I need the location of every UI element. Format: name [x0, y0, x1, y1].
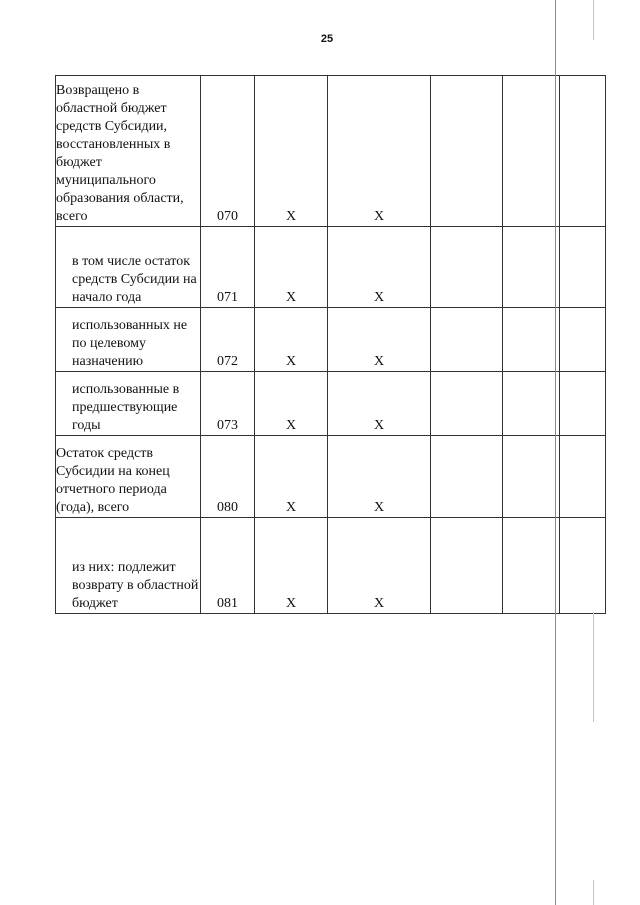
- scan-edge-line: [555, 0, 556, 905]
- row-mark: Х: [328, 308, 431, 372]
- empty-cell: [431, 227, 503, 308]
- scan-edge-line: [593, 0, 594, 40]
- empty-cell: [431, 518, 503, 614]
- row-code: 073: [201, 372, 255, 436]
- row-label: использованных не по целевому назначению: [56, 308, 201, 372]
- row-mark: Х: [255, 227, 328, 308]
- table-row-080: [56, 436, 606, 518]
- empty-cell: [431, 372, 503, 436]
- empty-cell: [503, 436, 560, 518]
- row-code: 080: [201, 436, 255, 518]
- row-label: Возвращено в областной бюджет средств Субсидии, восстановленных в бюджет муниципального образования области, всего: [56, 76, 201, 227]
- empty-cell: [560, 76, 606, 227]
- row-mark: Х: [255, 372, 328, 436]
- table-row-070: [56, 76, 606, 227]
- page-number: 25: [320, 33, 334, 45]
- scan-edge-line: [593, 612, 594, 722]
- empty-cell: [560, 372, 606, 436]
- row-mark: Х: [328, 436, 431, 518]
- empty-cell: [431, 76, 503, 227]
- empty-cell: [560, 227, 606, 308]
- row-label: из них: подлежит возврату в областной бюджет: [56, 518, 201, 614]
- report-table: [55, 75, 606, 614]
- empty-cell: [503, 227, 560, 308]
- row-mark: Х: [255, 308, 328, 372]
- empty-cell: [503, 76, 560, 227]
- empty-cell: [503, 308, 560, 372]
- row-mark: Х: [328, 227, 431, 308]
- table-row-073: [56, 372, 606, 436]
- empty-cell: [560, 518, 606, 614]
- table-row-081: [56, 518, 606, 614]
- empty-cell: [431, 308, 503, 372]
- row-mark: Х: [255, 76, 328, 227]
- row-label: в том числе остаток средств Субсидии на начало года: [56, 227, 201, 308]
- empty-cell: [560, 436, 606, 518]
- row-label: использованные в предшествующие годы: [56, 372, 201, 436]
- row-code: 072: [201, 308, 255, 372]
- empty-cell: [503, 518, 560, 614]
- row-code: 070: [201, 76, 255, 227]
- table-row-071: [56, 227, 606, 308]
- row-mark: Х: [255, 436, 328, 518]
- row-mark: Х: [328, 76, 431, 227]
- row-label: Остаток средств Субсидии на конец отчетного периода (года), всего: [56, 436, 201, 518]
- row-code: 081: [201, 518, 255, 614]
- scan-edge-line: [593, 880, 594, 905]
- empty-cell: [503, 372, 560, 436]
- table-row-072: [56, 308, 606, 372]
- row-mark: Х: [328, 518, 431, 614]
- empty-cell: [431, 436, 503, 518]
- empty-cell: [560, 308, 606, 372]
- row-mark: Х: [255, 518, 328, 614]
- row-code: 071: [201, 227, 255, 308]
- row-mark: Х: [328, 372, 431, 436]
